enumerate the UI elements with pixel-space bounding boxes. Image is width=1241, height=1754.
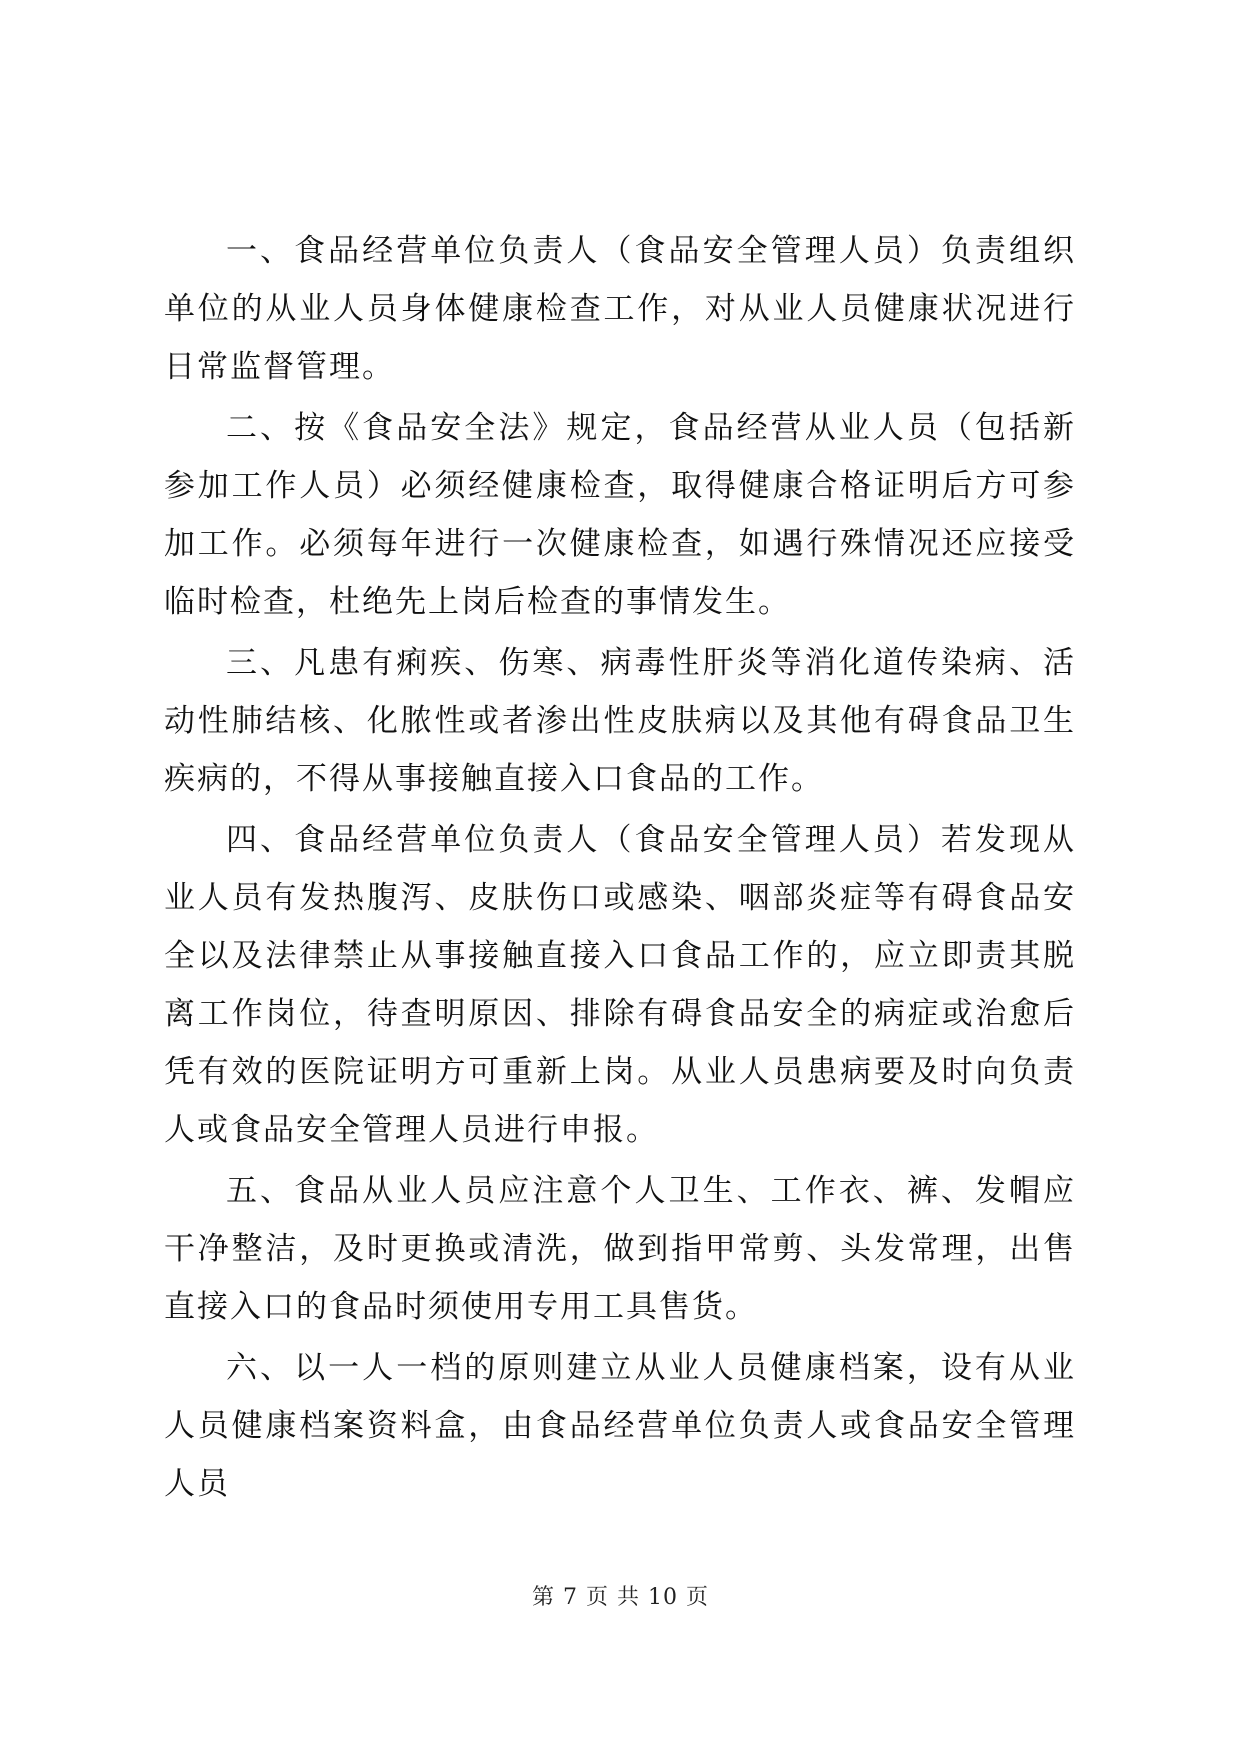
paragraph-2: 二、按《食品安全法》规定，食品经营从业人员（包括新参加工作人员）必须经健康检查，取得健康合格证明后方可参加工作。必须每年进行一次健康检查，如遇行殊情况还应接受临时检查，杜绝先上岗后检查的事情发生。 — [164, 410, 1076, 620]
paragraph-4: 四、食品经营单位负责人（食品安全管理人员）若发现从业人员有发热腹泻、皮肤伤口或感染、咽部炎症等有碍食品安全以及法律禁止从事接触直接入口食品工作的，应立即责其脱离工作岗位，待查明原因、排除有碍食品安全的病症或治愈后凭有效的医院证明方可重新上岗。从业人员患病要及时向负责人或食品安全管理人员进行申报。 — [164, 822, 1076, 1148]
paragraph-3: 三、凡患有痢疾、伤寒、病毒性肝炎等消化道传染病、活动性肺结核、化脓性或者渗出性皮肤病以及其他有碍食品卫生疾病的，不得从事接触直接入口食品的工作。 — [164, 645, 1076, 797]
paragraph-1: 一、食品经营单位负责人（食品安全管理人员）负责组织单位的从业人员身体健康检查工作，对从业人员健康状况进行日常监督管理。 — [164, 233, 1076, 385]
document-body — [164, 222, 1076, 1516]
paragraph-6: 六、以一人一档的原则建立从业人员健康档案，设有从业人员健康档案资料盒，由食品经营单位负责人或食品安全管理人员 — [164, 1350, 1076, 1502]
paragraph-5: 五、食品从业人员应注意个人卫生、工作衣、裤、发帽应干净整洁，及时更换或清洗，做到指甲常剪、头发常理，出售直接入口的食品时须使用专用工具售货。 — [164, 1173, 1076, 1325]
page-number-footer: 第 7 页 共 10 页 — [532, 1585, 709, 1610]
